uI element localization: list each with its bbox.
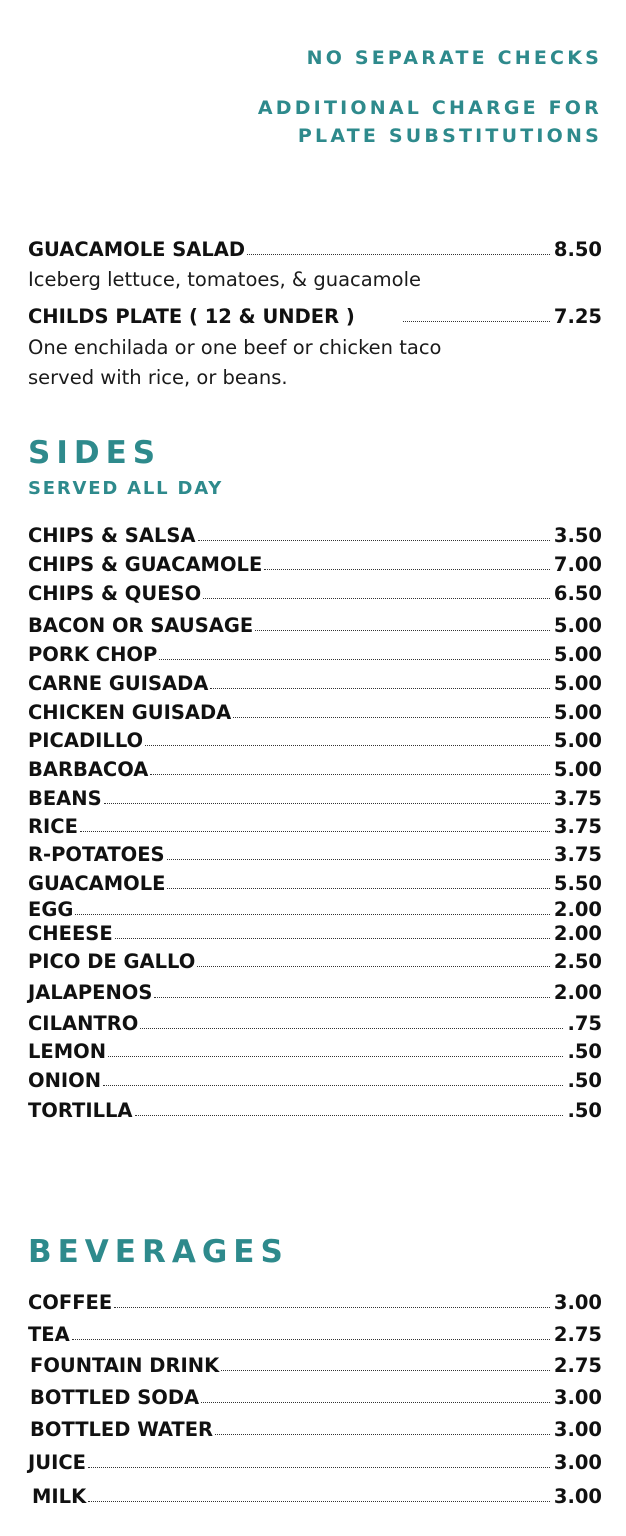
dot-leader [108,1056,563,1057]
dot-leader [197,966,550,967]
menu-item [28,842,602,868]
menu-item [28,980,602,1006]
item-price: 2.75 [553,1354,602,1377]
menu-item [28,1098,602,1124]
item-price: 5.00 [553,672,602,695]
item-name: RICE [28,815,78,838]
sides-subheading: SERVED ALL DAY [28,478,224,499]
item-price: 3.75 [553,787,602,810]
item-name: JALAPENOS [28,981,153,1004]
dot-leader [198,540,550,541]
menu-item [28,1322,602,1348]
item-price: 3.75 [553,843,602,866]
menu-item [28,871,602,897]
item-price: 3.00 [553,1291,602,1314]
notice-text: NO SEPARATE CHECKS [306,47,602,69]
item-name: COFFEE [28,1291,113,1314]
dot-leader [88,1501,550,1502]
item-name: GUACAMOLE [28,872,166,895]
item-name: BOTTLED SODA [30,1386,200,1409]
menu-item [28,1290,602,1316]
item-price: 5.00 [553,701,602,724]
item-name: FOUNTAIN DRINK [30,1354,220,1377]
item-price: 3.75 [553,815,602,838]
dot-leader [221,1370,550,1371]
menu-item [28,728,602,754]
dot-leader [80,831,550,832]
item-price: 2.75 [553,1323,602,1346]
item-name: R-POTATOES [28,843,165,866]
menu-item-childs-plate [28,304,602,330]
item-price: 3.00 [553,1418,602,1441]
dot-leader [115,938,550,939]
dot-leader [159,659,550,660]
item-name: CHICKEN GUISADA [28,701,232,724]
item-name: CHIPS & SALSA [28,524,196,547]
item-name: EGG [28,898,74,921]
item-price: .75 [567,1012,602,1035]
item-price: 2.00 [553,922,602,945]
item-price: 5.00 [553,729,602,752]
item-description: Iceberg lettuce, tomatoes, & guacamole [28,268,422,291]
item-name: CILANTRO [28,1012,139,1035]
item-price: 8.50 [553,238,602,261]
item-name: LEMON [28,1040,107,1063]
dot-leader [135,1115,564,1116]
item-price: 3.00 [553,1485,602,1508]
item-name: BEANS [28,787,102,810]
menu-item [30,1417,602,1443]
dot-leader [215,1434,550,1435]
dot-leader [167,888,549,889]
menu-item [28,700,602,726]
item-name: BOTTLED WATER [30,1418,214,1441]
menu-item [28,552,602,578]
item-name: JUICE [28,1451,86,1474]
item-name: PORK CHOP [28,643,158,666]
dot-leader [264,569,550,570]
notice-line-2: PLATE SUBSTITUTIONS [297,125,602,147]
item-name: CHIPS & QUESO [28,582,202,605]
menu-item-guacamole-salad [28,237,602,263]
item-name: BACON OR SAUSAGE [28,614,254,637]
menu-item [28,581,602,607]
notice-line-1: ADDITIONAL CHARGE FOR [257,97,602,119]
sides-heading: SIDES [28,435,162,471]
menu-item [28,613,602,639]
dot-leader [247,254,550,255]
dot-leader [150,774,549,775]
menu-item [28,523,602,549]
menu-item [28,921,602,947]
menu-item [28,1011,602,1037]
item-price: 5.00 [553,643,602,666]
menu-item [28,814,602,840]
menu-item [30,1385,602,1411]
item-price: 3.50 [553,524,602,547]
menu-item [28,1039,602,1065]
item-name: TORTILLA [28,1099,133,1122]
item-price: 2.00 [553,898,602,921]
dot-leader [154,997,549,998]
dot-leader [75,914,550,915]
menu-item [28,757,602,783]
item-price: 7.00 [553,553,602,576]
item-price: 3.00 [553,1451,602,1474]
item-name: BARBACOA [28,758,149,781]
item-price: 3.00 [553,1386,602,1409]
menu-item [28,642,602,668]
description-line-2: served with rice, or beans. [28,366,288,389]
menu-item [28,1450,602,1476]
item-price: .50 [567,1040,602,1063]
dot-leader [145,745,550,746]
item-name: PICO DE GALLO [28,950,196,973]
dot-leader [167,859,550,860]
dot-leader [233,717,550,718]
dot-leader [210,688,550,689]
item-price: 7.25 [553,305,602,328]
dot-leader [103,1085,563,1086]
item-name: ONION [28,1069,102,1092]
dot-leader [88,1467,550,1468]
menu-item [30,1353,602,1379]
beverages-heading: BEVERAGES [28,1234,289,1270]
item-price: 2.50 [553,950,602,973]
item-price: .50 [567,1069,602,1092]
description-line-1: One enchilada or one beef or chicken taco [28,336,442,359]
no-separate-checks-notice [307,44,602,72]
item-name: TEA [28,1323,70,1346]
item-price: 2.00 [553,981,602,1004]
item-name: GUACAMOLE SALAD [28,238,246,261]
dot-leader [114,1307,550,1308]
dot-leader [403,321,550,322]
menu-item [28,671,602,697]
dot-leader [203,598,550,599]
item-name: CARNE GUISADA [28,672,209,695]
menu-item [28,949,602,975]
menu-item [28,786,602,812]
substitution-charge-notice [258,94,602,150]
item-price: 5.00 [553,614,602,637]
item-price: .50 [567,1099,602,1122]
dot-leader [140,1028,563,1029]
dot-leader [72,1339,550,1340]
item-name: PICADILLO [28,729,144,752]
item-price: 5.50 [553,872,602,895]
item-price: 5.00 [553,758,602,781]
menu-item [28,1068,602,1094]
item-name: MILK [32,1485,87,1508]
item-description [28,333,441,393]
dot-leader [201,1402,550,1403]
dot-leader [255,630,550,631]
item-price: 6.50 [553,582,602,605]
dot-leader [104,803,550,804]
item-name: CHEESE [28,922,113,945]
item-name: CHILDS PLATE ( 12 & UNDER ) [28,305,355,328]
item-name: CHIPS & GUACAMOLE [28,553,263,576]
menu-item [28,897,602,923]
menu-item [32,1484,602,1510]
